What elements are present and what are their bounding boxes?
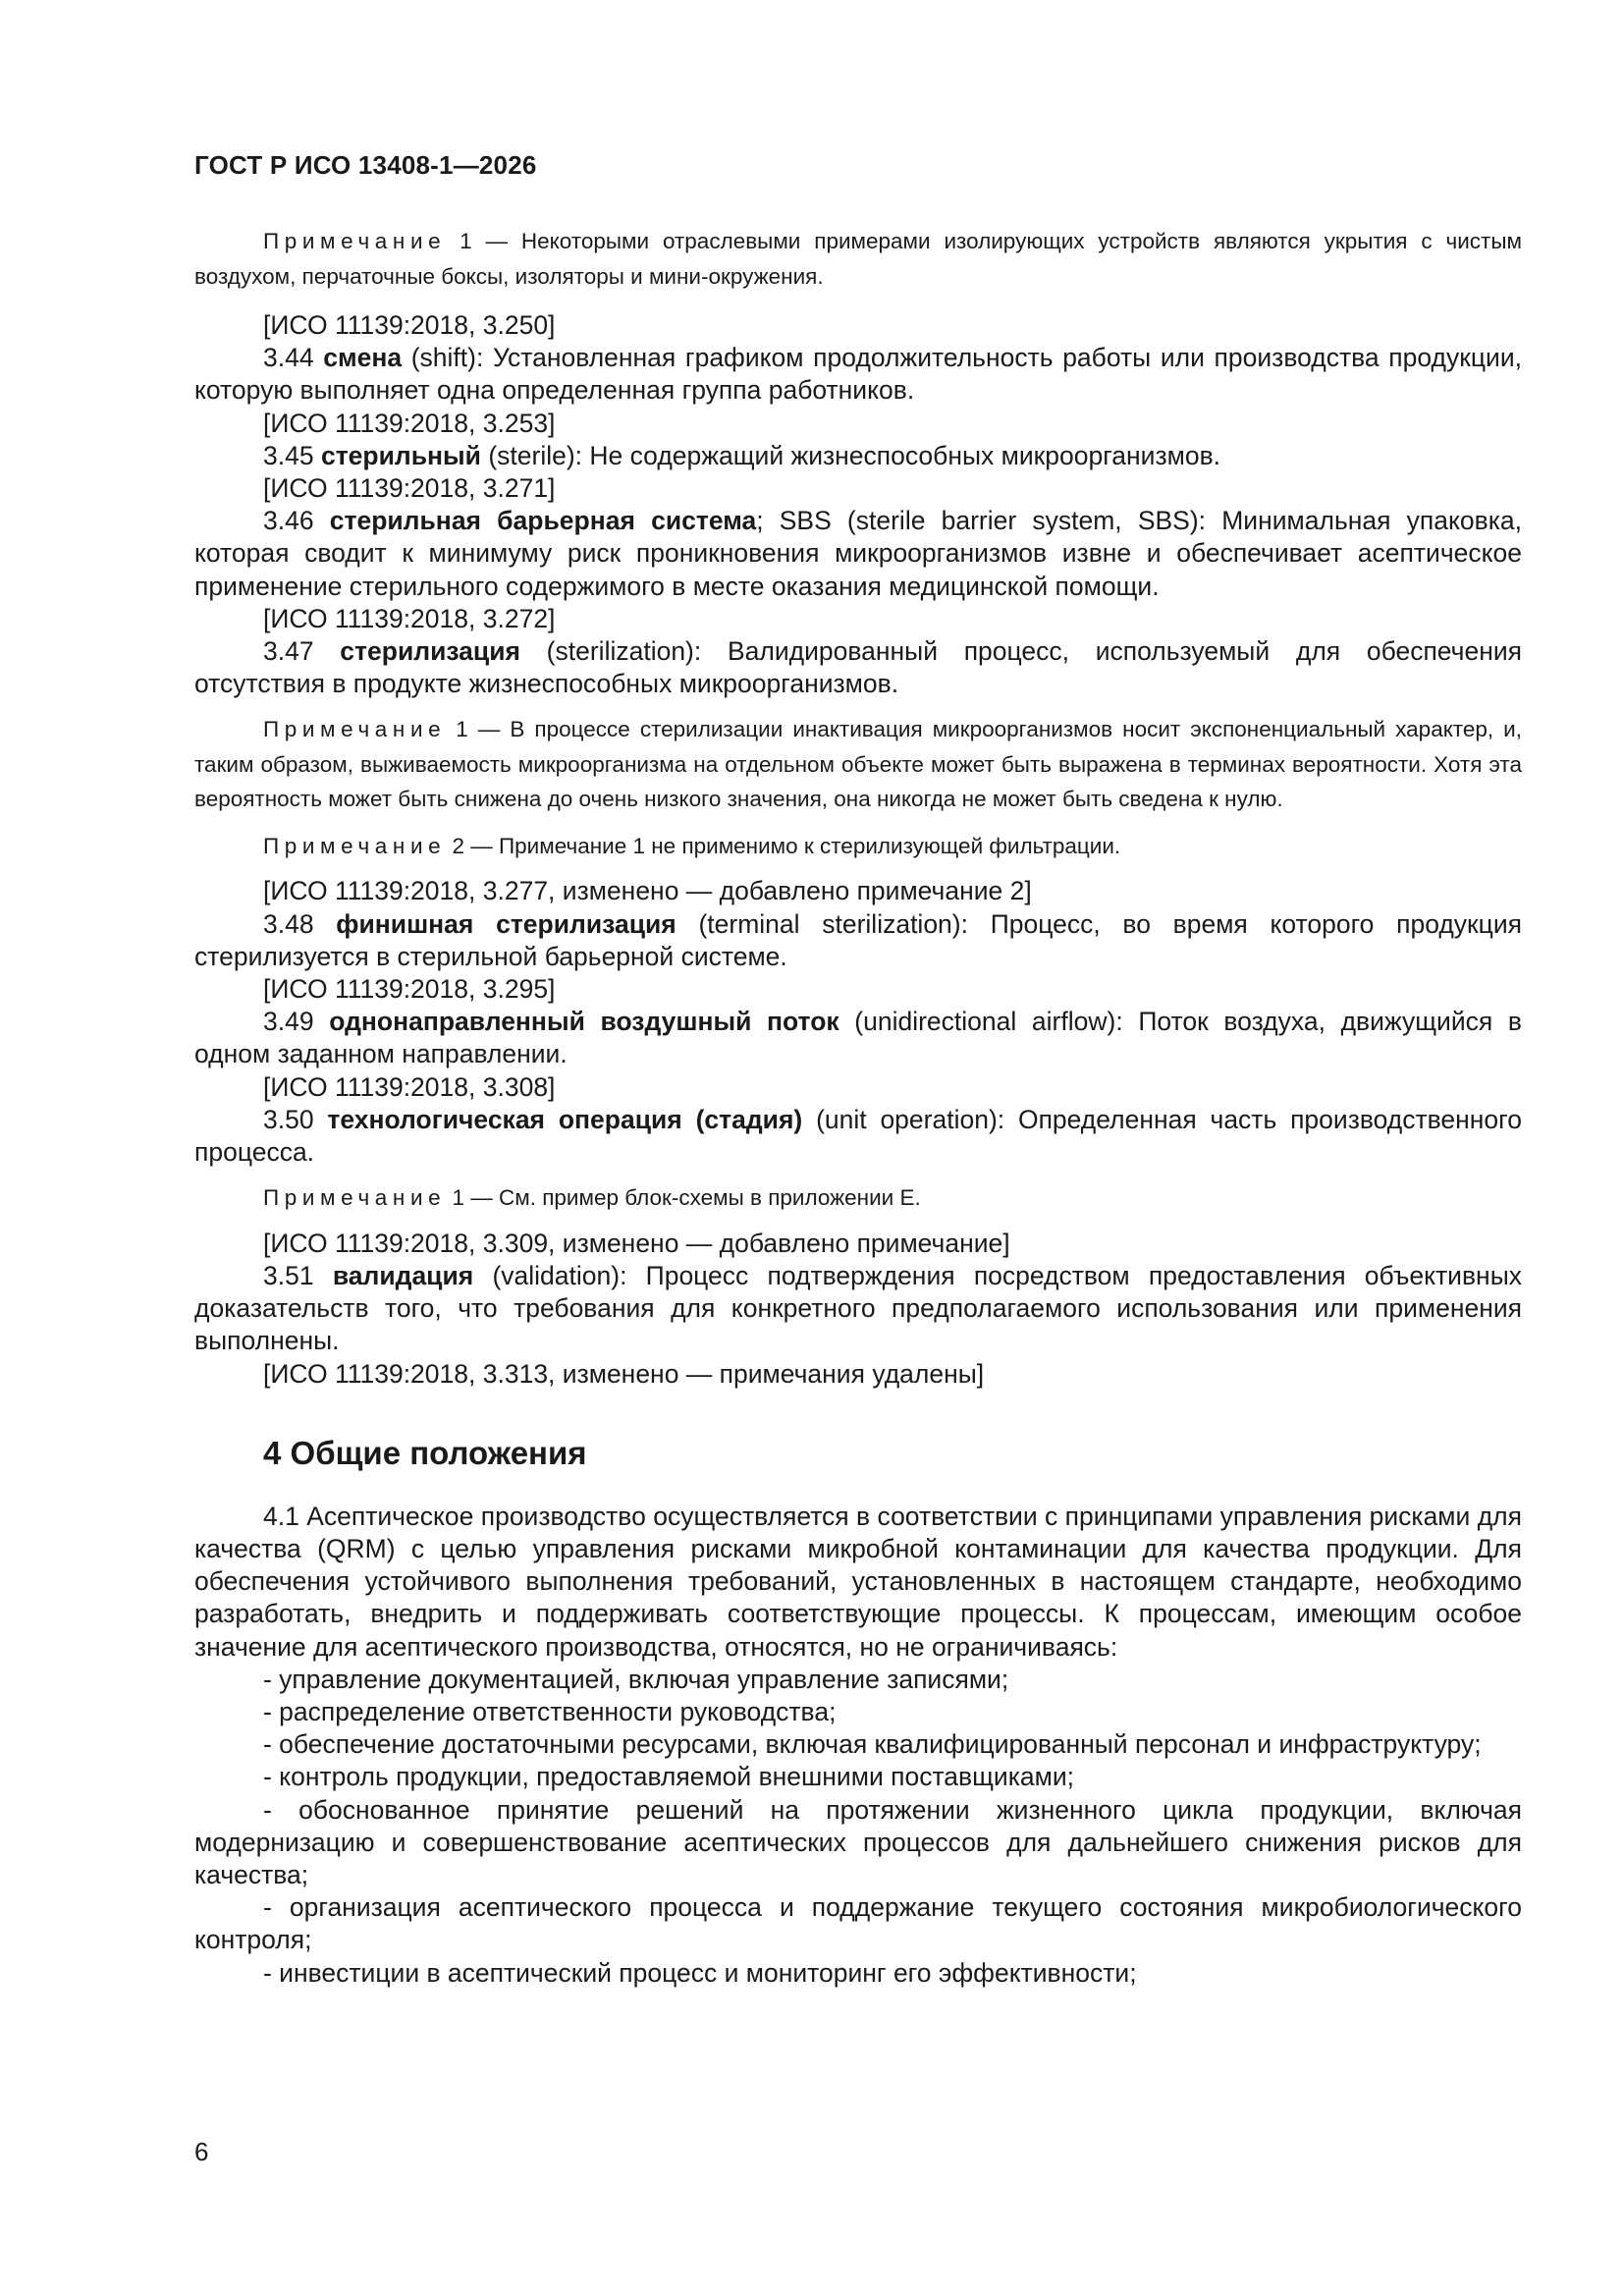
- reference-3-43: [ИСО 11139:2018, 3.250]: [263, 310, 556, 340]
- note-text: 1 — См. пример блок-схемы в приложении Е.: [446, 1185, 921, 1211]
- term-name: валидация: [332, 1260, 474, 1290]
- paragraph-4-1: 4.1 Асептическое производство осуществляется в соответствии с принципами управления рисками для качества (QRM) с целью управления рисками микробной контаминации для качества продукции. Для обеспечения устойчивого выполнения требований, установленных в настоящем стандарте, необходимо разработать, внедрить и поддерживать соответствующие процессы. К процессам, имеющим особое значение для асептического производства, относятся, но не ограничиваясь:: [194, 1501, 1522, 1662]
- term-number: 3.45: [263, 440, 321, 470]
- reference-3-51: [ИСО 11139:2018, 3.313, изменено — примечания удалены]: [263, 1358, 985, 1389]
- list-item: - организация асептического процесса и поддержание текущего состояния микробиологического контроля;: [194, 1892, 1522, 1955]
- list-item: - управление документацией, включая управление записями;: [263, 1664, 1009, 1694]
- reference-3-45: [ИСО 11139:2018, 3.271]: [263, 473, 556, 504]
- term-definition: (sterilization): Валидированный процесс, используемый для обеспечения отсутствия в продукте жизнеспособных микроорганизмов.: [194, 636, 1522, 699]
- term-name: смена: [323, 343, 403, 373]
- note-label: Примечание: [263, 833, 447, 858]
- reference-3-49: [ИСО 11139:2018, 3.308]: [263, 1071, 556, 1102]
- term-definition: (shift): Установленная графиком продолжительность работы или производства продукции, которую выполняет одна определенная группа работников.: [194, 343, 1522, 406]
- reference-3-47: [ИСО 11139:2018, 3.277, изменено — добавлено примечание 2]: [263, 876, 1032, 906]
- note-3-47-1: [194, 712, 1522, 817]
- term-number: 3.51: [263, 1260, 333, 1290]
- term-number: 3.50: [263, 1104, 328, 1134]
- list-item: - обеспечение достаточными ресурсами, включая квалифицированный персонал и инфраструктуру;: [263, 1729, 1482, 1760]
- term-name: стерильный: [320, 440, 481, 470]
- note-label: Примечание: [263, 1185, 447, 1211]
- term-3-47: [194, 635, 1522, 700]
- note-3-43-1: [194, 224, 1522, 294]
- note-text: 1 — В процессе стерилизации инактивация микроорганизмов носит экспоненциальный характер, и, таким образом, выживаемость микроорганизма на отдельном объекте может быть выражена в терминах вероятности. Хотя эта вероятность может быть снижена до очень низкого значения, она никогда не может быть сведена к нулю.: [194, 717, 1522, 812]
- term-number: 3.46: [263, 506, 330, 536]
- term-3-46: [194, 505, 1522, 603]
- list-item: - инвестиции в асептический процесс и мониторинг его эффективности;: [263, 1957, 1137, 1988]
- term-definition: (validation): Процесс подтверждения посредством предоставления объективных доказательств того, что требования для конкретного предполагаемого использования или применения выполнены.: [194, 1260, 1522, 1356]
- term-name: стерилизация: [340, 636, 520, 667]
- term-name: финишная стерилизация: [336, 908, 676, 939]
- term-3-49: [194, 1006, 1522, 1070]
- term-3-44: [194, 342, 1522, 407]
- note-3-47-2: [194, 829, 1522, 864]
- term-3-48: [194, 908, 1522, 973]
- term-definition: (unit operation): Определенная часть производственного процесса.: [194, 1104, 1522, 1168]
- reference-3-50: [ИСО 11139:2018, 3.309, изменено — добавлено примечание]: [263, 1228, 1010, 1258]
- term-name: однонаправленный воздушный поток: [329, 1007, 839, 1037]
- reference-3-48: [ИСО 11139:2018, 3.295]: [263, 974, 556, 1005]
- list-item: - контроль продукции, предоставляемой внешними поставщиками;: [263, 1762, 1075, 1792]
- term-3-51: [194, 1260, 1522, 1358]
- list-item: - распределение ответственности руководства;: [263, 1697, 837, 1726]
- term-definition: (sterile): Не содержащий жизнеспособных микроорганизмов.: [480, 440, 1221, 470]
- term-number: 3.47: [263, 636, 341, 667]
- note-label: Примечание: [263, 229, 447, 253]
- term-3-50: [194, 1104, 1522, 1169]
- term-name: технологическая операция (стадия): [327, 1104, 803, 1134]
- term-3-45: [194, 440, 1522, 472]
- term-definition: ; SBS (sterile barrier system, SBS): Минимальная упаковка, которая сводит к минимуму риск проникновения микроорганизмов извне и обеспечивает асептическое применение стерильного содержимого в месте оказания медицинской помощи.: [194, 506, 1522, 601]
- page-content: [194, 224, 1522, 1990]
- term-number: 3.49: [263, 1007, 330, 1037]
- term-number: 3.48: [263, 908, 337, 939]
- term-number: 3.44: [263, 343, 324, 373]
- list-item: - обоснованное принятие решений на протяжении жизненного цикла продукции, включая модернизацию и совершенствование асептических процессов для дальнейшего снижения рисков для качества;: [194, 1794, 1522, 1890]
- note-text: 2 — Примечание 1 не применимо к стерилизующей фильтрации.: [446, 833, 1121, 858]
- term-definition: (unidirectional airflow): Поток воздуха, движущийся в одном заданном направлении.: [194, 1007, 1522, 1069]
- reference-3-44: [ИСО 11139:2018, 3.253]: [263, 408, 556, 438]
- note-3-50-1: [194, 1180, 1522, 1216]
- page-number: 6: [194, 2137, 209, 2166]
- note-label: Примечание: [263, 717, 447, 742]
- note-text: 1 — Некоторыми отраслевыми примерами изолирующих устройств являются укрытия с чистым воздухом, перчаточные боксы, изоляторы и мини-окружения.: [194, 229, 1522, 289]
- section-4-title: 4 Общие положения: [263, 1434, 587, 1471]
- term-name: стерильная барьерная система: [329, 506, 757, 536]
- reference-3-46: [ИСО 11139:2018, 3.272]: [263, 603, 556, 633]
- term-definition: (terminal sterilization): Процесс, во время которого продукция стерилизуется в стерильной барьерной системе.: [194, 908, 1522, 971]
- document-header: ГОСТ Р ИСО 13408-1—2026: [194, 150, 537, 180]
